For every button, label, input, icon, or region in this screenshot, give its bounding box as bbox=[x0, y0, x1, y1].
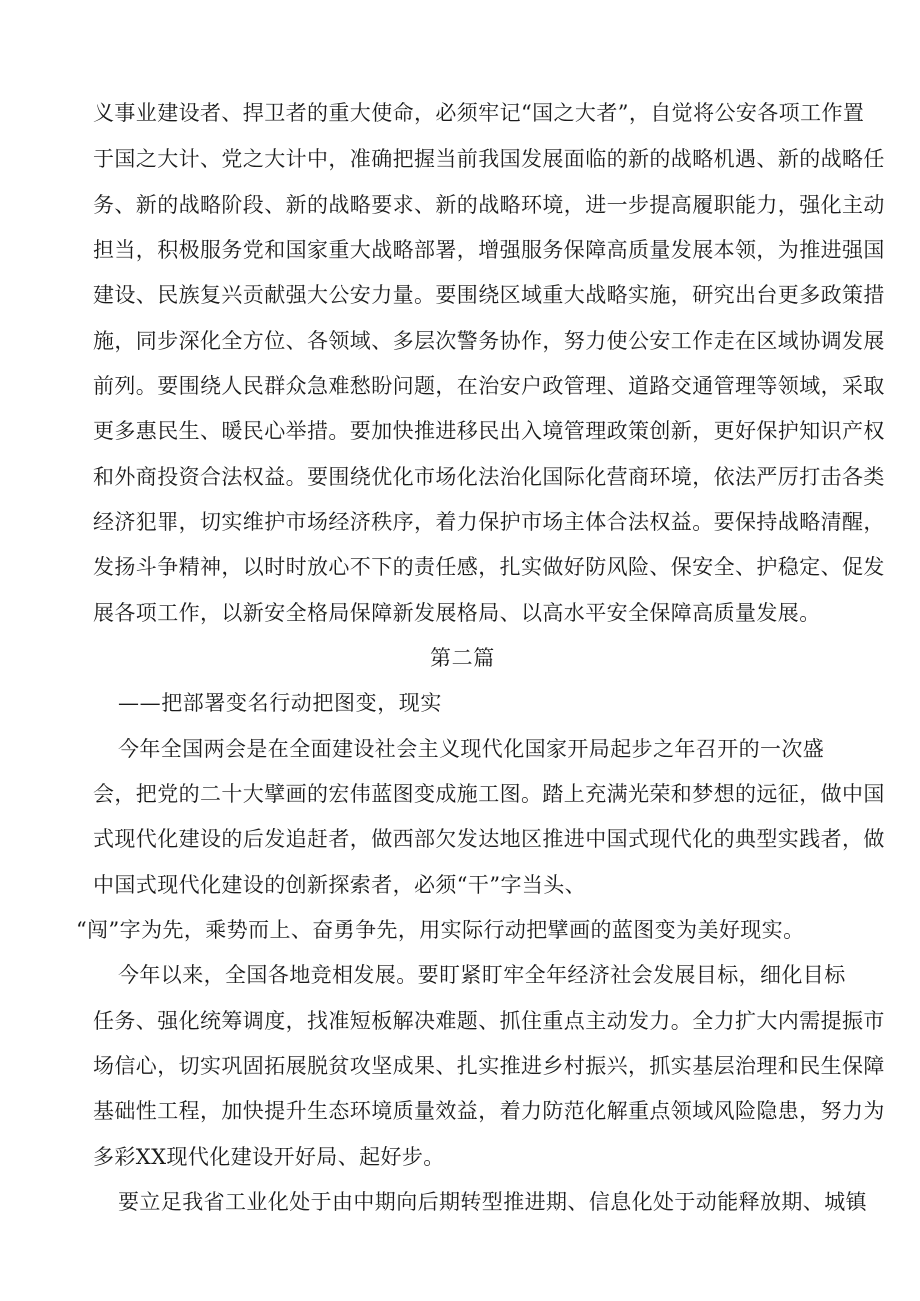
body-text-line: 式现代化建设的后发追赶者，做西部欠发达地区推进中国式现代化的典型实践者，做 bbox=[93, 827, 885, 851]
body-text-line: 今年以来，全国各地竞相发展。要盯紧盯牢全年经济社会发展目标，细化目标 bbox=[118, 963, 846, 987]
body-text-line: 建设、民族复兴贡献强大公安力量。要围绕区域重大战略实施，研究出台更多政策措 bbox=[93, 283, 885, 307]
body-text-line: 基础性工程，加快提升生态环境质量效益，着力防范化解重点领域风险隐患，努力为 bbox=[93, 1099, 885, 1123]
body-text-line: 要立足我省工业化处于由中期向后期转型推进期、信息化处于动能释放期、城镇 bbox=[118, 1190, 867, 1214]
body-text-line: 于国之大计、党之大计中，准确把握当前我国发展面临的新的战略机遇、新的战略任 bbox=[93, 147, 885, 171]
body-text-line: 发扬斗争精神，以时时放心不下的责任感，扎实做好防风险、保安全、护稳定、促发 bbox=[93, 555, 885, 579]
body-text-line: 场信心，切实巩固拓展脱贫攻坚成果、扎实推进乡村振兴，抓实基层治理和民生保障 bbox=[93, 1054, 885, 1078]
body-text-line: 任务、强化统筹调度，找准短板解决难题、抓住重点主动发力。全力扩大内需提振市 bbox=[93, 1009, 885, 1033]
body-text-line: 中国式现代化建设的创新探索者，必须“干”字当头、 bbox=[93, 873, 587, 897]
section-subheading: ——把部署变名行动把图变，现实 bbox=[118, 691, 442, 715]
body-text-line: 和外商投资合法权益。要围绕优化市场化法治化国际化营商环境，依法严厉打击各类 bbox=[93, 465, 885, 489]
body-text-line: 前列。要围绕人民群众急难愁盼问题，在治安户政管理、道路交通管理等领域，采取 bbox=[93, 374, 885, 398]
body-text-line: 经济犯罪，切实维护市场经济秩序，着力保护市场主体合法权益。要保持战略清醒， bbox=[93, 510, 885, 534]
body-text-line: 更多惠民生、暖民心举措。要加快推进移民出入境管理政策创新，更好保护知识产权 bbox=[93, 419, 885, 443]
body-text-line: 义事业建设者、捍卫者的重大使命，必须牢记“国之大者”，自觉将公安各项工作置 bbox=[93, 101, 865, 125]
body-text-line: 展各项工作，以新安全格局保障新发展格局、以高水平安全保障高质量发展。 bbox=[93, 601, 821, 625]
body-text-line: 施，同步深化全方位、各领域、多层次警务协作，努力使公安工作走在区域协调发展 bbox=[93, 329, 885, 353]
body-text-line: “闯”字为先，乘势而上、奋勇争先，用实际行动把擘画的蓝图变为美好现实。 bbox=[76, 918, 805, 942]
body-text-line: 务、新的战略阶段、新的战略要求、新的战略环境，进一步提高履职能力，强化主动 bbox=[93, 193, 885, 217]
body-text-line: 会，把党的二十大擘画的宏伟蓝图变成施工图。踏上充满光荣和梦想的远征，做中国 bbox=[93, 782, 885, 806]
section-heading: 第二篇 bbox=[430, 646, 495, 670]
body-text-line: 多彩XX现代化建设开好局、起好步。 bbox=[93, 1145, 445, 1169]
body-text-line: 担当，积极服务党和国家重大战略部署，增强服务保障高质量发展本领，为推进强国 bbox=[93, 238, 885, 262]
body-text-line: 今年全国两会是在全面建设社会主义现代化国家开局起步之年召开的一次盛 bbox=[118, 737, 825, 761]
